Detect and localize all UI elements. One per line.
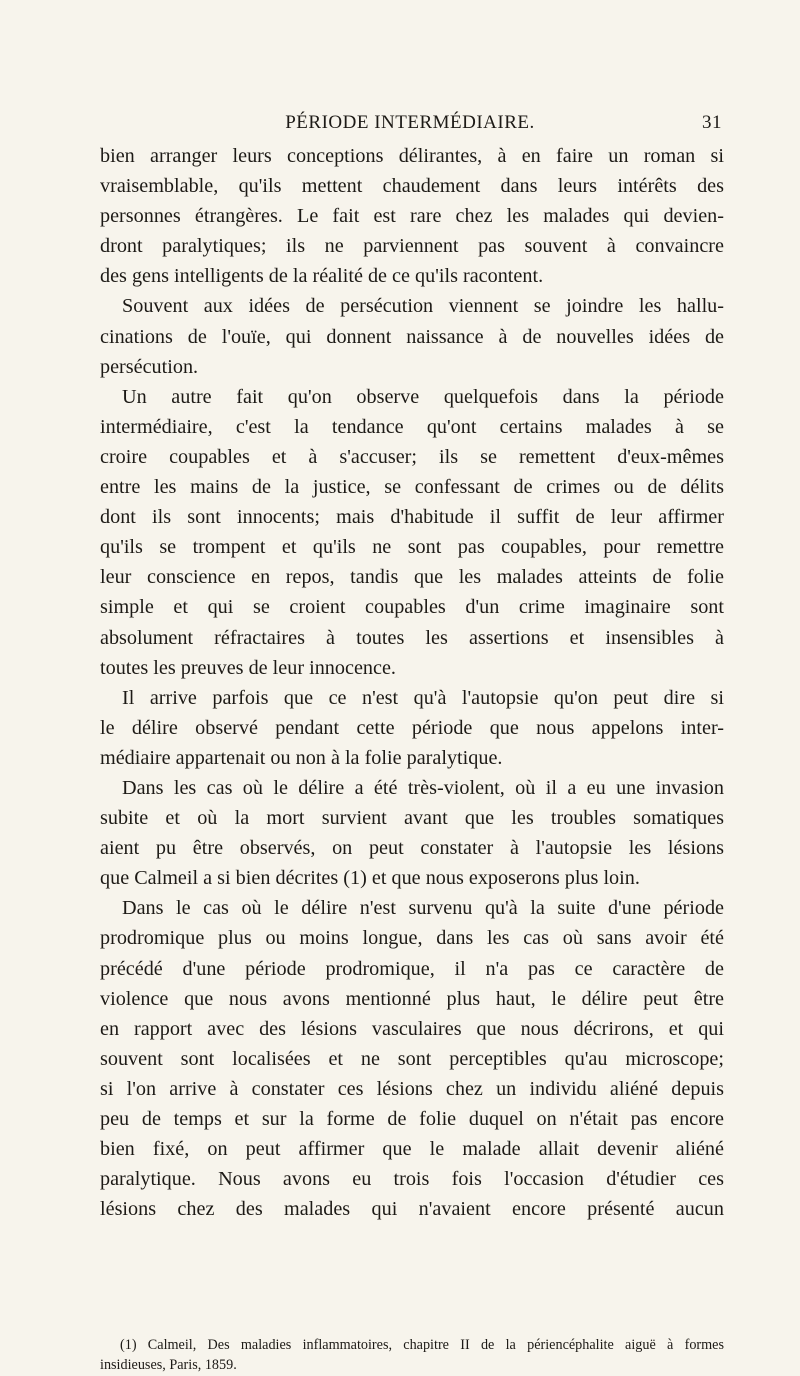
text-line: des gens intelligents de la réalité de ce qu'ils racontent. — [100, 265, 544, 288]
text-line: persécution. — [100, 355, 199, 378]
text-line: entre les mains de la justice, se confessant de crimes ou de délits — [100, 476, 724, 499]
text-line: subite et où la mort survient avant que les troubles somatiques — [100, 807, 724, 830]
text-line: cinations de l'ouïe, qui donnent naissance à de nouvelles idées de — [100, 325, 724, 348]
text-line: lésions chez des malades qui n'avaient encore présenté aucun — [100, 1198, 724, 1221]
text-line: aient pu être observés, on peut constater à l'autopsie les lésions — [100, 837, 724, 860]
text-line: que Calmeil a si bien décrites (1) et que nous exposerons plus loin. — [100, 867, 640, 890]
text-line: toutes les preuves de leur innocence. — [100, 656, 396, 679]
text-line: leur conscience en repos, tandis que les malades atteints de folie — [100, 566, 724, 589]
footnote-line: insidieuses, Paris, 1859. — [100, 1357, 237, 1373]
text-line: prodromique plus ou moins longue, dans les cas où sans avoir été — [100, 927, 724, 950]
text-line: absolument réfractaires à toutes les assertions et insensibles à — [100, 626, 724, 649]
text-line: précédé d'une période prodromique, il n'a pas ce caractère de — [100, 957, 724, 980]
running-title: PÉRIODE INTERMÉDIAIRE. — [285, 112, 535, 133]
text-line: Il arrive parfois que ce n'est qu'à l'autopsie qu'on peut dire si — [122, 686, 724, 709]
text-line: bien arranger leurs conceptions délirantes, à en faire un roman si — [100, 145, 724, 167]
text-line: croire coupables et à s'accuser; ils se remettent d'eux-mêmes — [100, 445, 724, 468]
text-line: simple et qui se croient coupables d'un crime imaginaire sont — [100, 596, 724, 619]
text-line: dront paralytiques; ils ne parviennent pas souvent à convaincre — [100, 235, 724, 258]
text-line: médiaire appartenait ou non à la folie paralytique. — [100, 746, 503, 769]
body-text — [100, 141, 724, 1224]
text-line: qu'ils se trompent et qu'ils ne sont pas coupables, pour remettre — [100, 536, 724, 559]
text-line: souvent sont localisées et ne sont perceptibles qu'au microscope; — [100, 1047, 724, 1070]
text-line: dont ils sont innocents; mais d'habitude il suffit de leur affirmer — [100, 506, 724, 529]
text-line: si l'on arrive à constater ces lésions chez un individu aliéné depuis — [100, 1077, 724, 1100]
text-line: Dans le cas où le délire n'est survenu qu'à la suite d'une période — [122, 897, 724, 920]
text-line: intermédiaire, c'est la tendance qu'ont certains malades à se — [100, 415, 724, 438]
text-line: Un autre fait qu'on observe quelquefois dans la période — [122, 385, 724, 408]
text-line: bien fixé, on peut affirmer que le malade allait devenir aliéné — [100, 1138, 724, 1161]
text-line: Dans les cas où le délire a été très-violent, où il a eu une invasion — [122, 776, 724, 799]
text-line: violence que nous avons mentionné plus haut, le délire peut être — [100, 987, 724, 1010]
text-line: le délire observé pendant cette période que nous appelons inter- — [100, 716, 724, 739]
page-number: 31 — [702, 112, 722, 133]
text-line: Souvent aux idées de persécution viennent se joindre les hallu- — [122, 295, 724, 318]
text-line: en rapport avec des lésions vasculaires que nous décrirons, et qui — [100, 1017, 724, 1040]
text-line: paralytique. Nous avons eu trois fois l'occasion d'étudier ces — [100, 1168, 724, 1191]
text-line: peu de temps et sur la forme de folie duquel on n'était pas encore — [100, 1108, 724, 1130]
footnote-line: (1) Calmeil, Des maladies inflammatoires, chapitre II de la périencéphalite aiguë à formes — [120, 1337, 724, 1353]
footnote — [100, 1335, 724, 1375]
text-line: vraisemblable, qu'ils mettent chaudement dans leurs intérêts des — [100, 175, 724, 198]
running-header — [100, 112, 720, 138]
text-line: personnes étrangères. Le fait est rare chez les malades qui devien- — [100, 205, 724, 228]
